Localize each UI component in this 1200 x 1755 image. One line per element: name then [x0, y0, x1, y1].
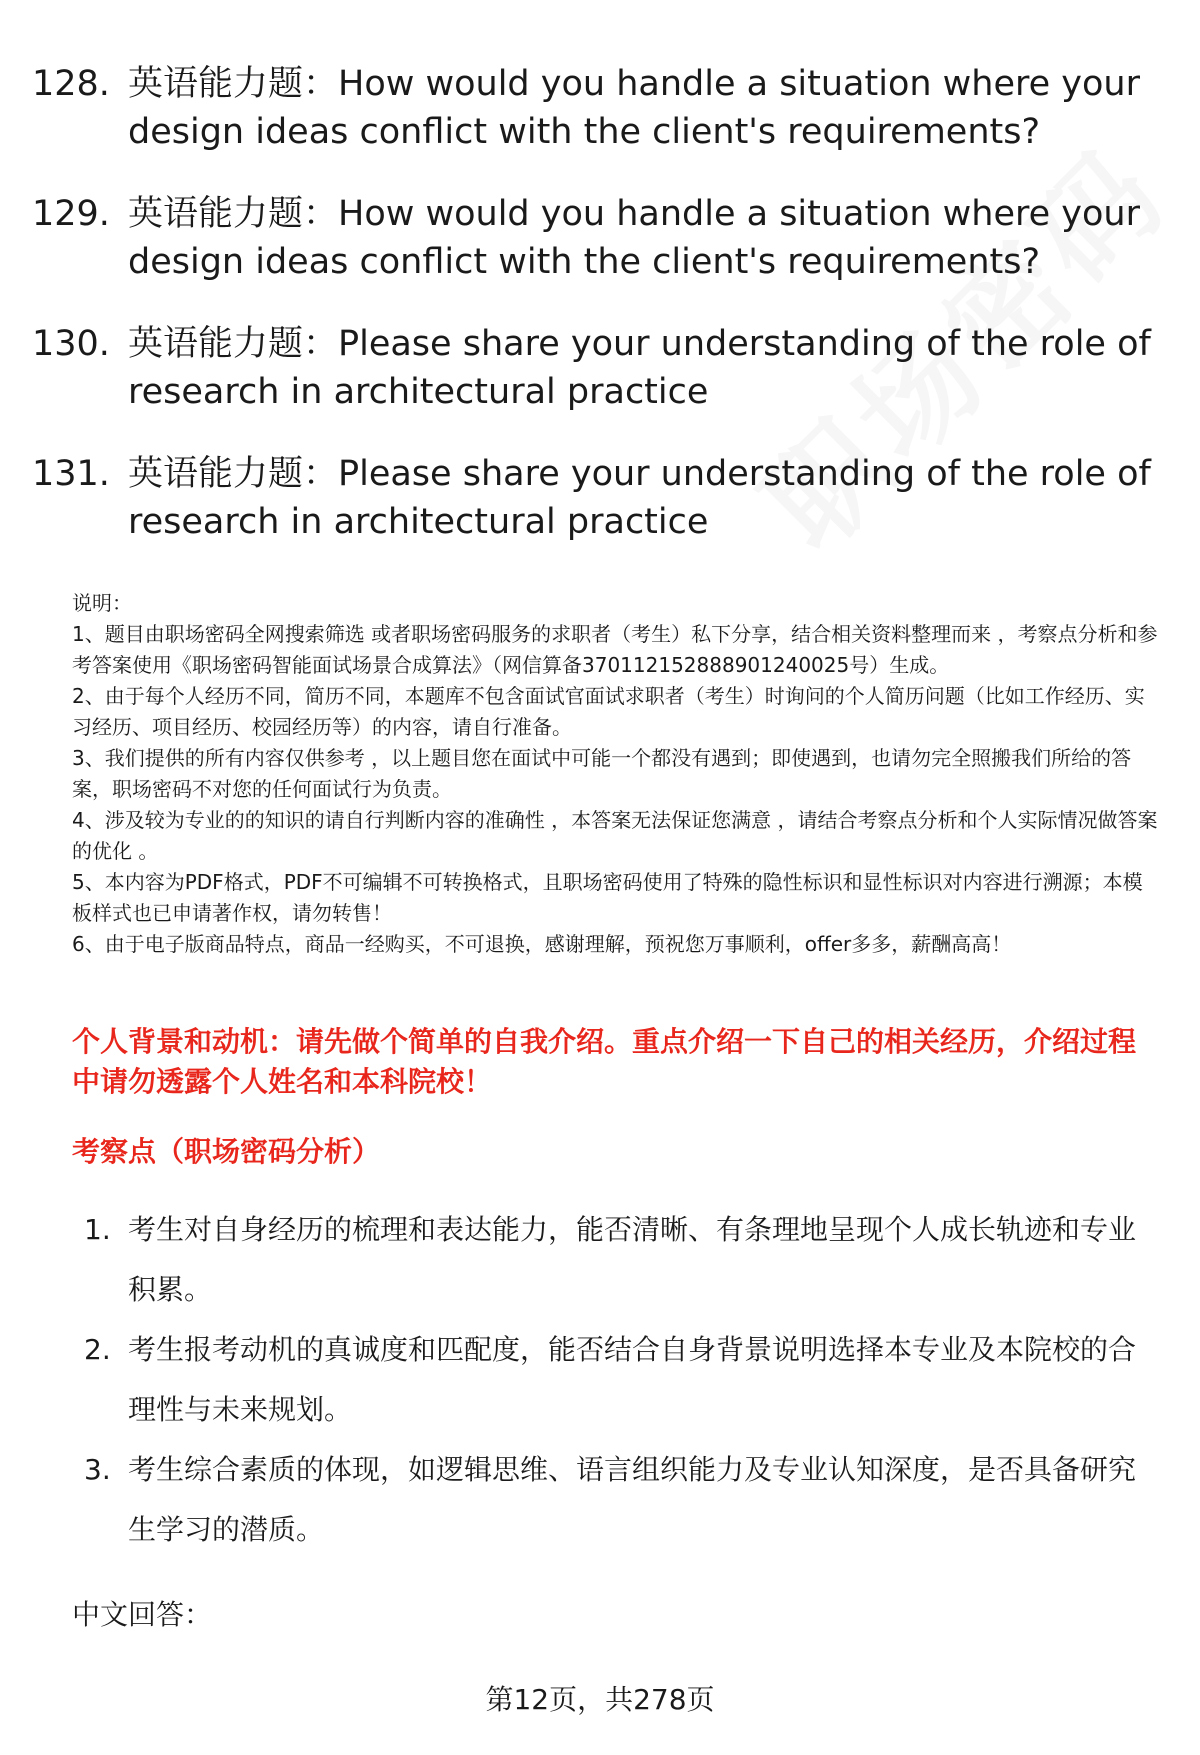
note-item: 1、题目由职场密码全网搜索筛选 或者职场密码服务的求职者（考生）私下分享，结合相关资料整理而来 ，考察点分析和参考答案使用《职场密码智能面试场景合成算法》（网信算备370112152888901240025号）生成。 [72, 622, 1158, 677]
point-text: 考生报考动机的真诚度和匹配度，能否结合自身背景说明选择本专业及本院校的合理性与未来规划。 [128, 1333, 1137, 1426]
note-item: 4、涉及较为专业的的知识的请自行判断内容的准确性 ，本答案无法保证您满意 ，请结合考察点分析和个人实际情况做答案的优化 。 [72, 808, 1158, 863]
question-number: 131. [32, 454, 110, 494]
notes-title: 说明： [72, 591, 132, 615]
point-number: 1. [84, 1213, 111, 1246]
answer-label: 中文回答： [72, 1598, 213, 1631]
question-number: 129. [32, 194, 110, 234]
question-item [32, 190, 1152, 286]
note-item: 6、由于电子版商品特点，商品一经购买，不可退换，感谢理解，预祝您万事顺利，offer多多，薪酬高高！ [72, 932, 1012, 956]
page-number: 第12页，共278页 [485, 1683, 715, 1716]
question-list [32, 60, 1152, 580]
note-item: 2、由于每个人经历不同，简历不同，本题库不包含面试官面试求职者（考生）时询问的个人简历问题（比如工作经历、实习经历、项目经历、校园经历等）的内容，请自行准备。 [72, 684, 1145, 739]
question-item [32, 60, 1152, 156]
question-item [32, 450, 1152, 546]
question-text: 英语能力题：How would you handle a situation where your design ideas conflict with the client's requirements? [128, 194, 1140, 282]
points-heading: 考察点（职场密码分析） [72, 1135, 381, 1168]
point-text: 考生综合素质的体现，如逻辑思维、语言组织能力及专业认知深度，是否具备研究生学习的潜质。 [128, 1453, 1137, 1546]
question-text: 英语能力题：Please share your understanding of the role of research in architectural practice [128, 324, 1151, 412]
point-item [84, 1440, 1154, 1560]
point-number: 2. [84, 1333, 111, 1366]
question-item [32, 320, 1152, 416]
note-item: 5、本内容为PDF格式，PDF不可编辑不可转换格式，且职场密码使用了特殊的隐性标识和显性标识对内容进行溯源；本模板样式也已申请著作权，请勿转售！ [72, 870, 1143, 925]
points-list [84, 1200, 1154, 1560]
question-text: 英语能力题：How would you handle a situation where your design ideas conflict with the client's requirements? [128, 64, 1140, 152]
section-heading: 个人背景和动机：请先做个简单的自我介绍。重点介绍一下自己的相关经历，介绍过程中请勿透露个人姓名和本科院校！ [72, 1025, 1137, 1098]
point-item [84, 1200, 1154, 1320]
notes-block [72, 588, 1162, 960]
point-item [84, 1320, 1154, 1440]
point-number: 3. [84, 1453, 111, 1486]
question-number: 128. [32, 64, 110, 104]
question-number: 130. [32, 324, 110, 364]
note-item: 3、我们提供的所有内容仅供参考 ，以上题目您在面试中可能一个都没有遇到；即使遇到，也请勿完全照搬我们所给的答案，职场密码不对您的任何面试行为负责。 [72, 746, 1132, 801]
question-text: 英语能力题：Please share your understanding of the role of research in architectural practice [128, 454, 1151, 542]
point-text: 考生对自身经历的梳理和表达能力，能否清晰、有条理地呈现个人成长轨迹和专业积累。 [128, 1213, 1137, 1306]
